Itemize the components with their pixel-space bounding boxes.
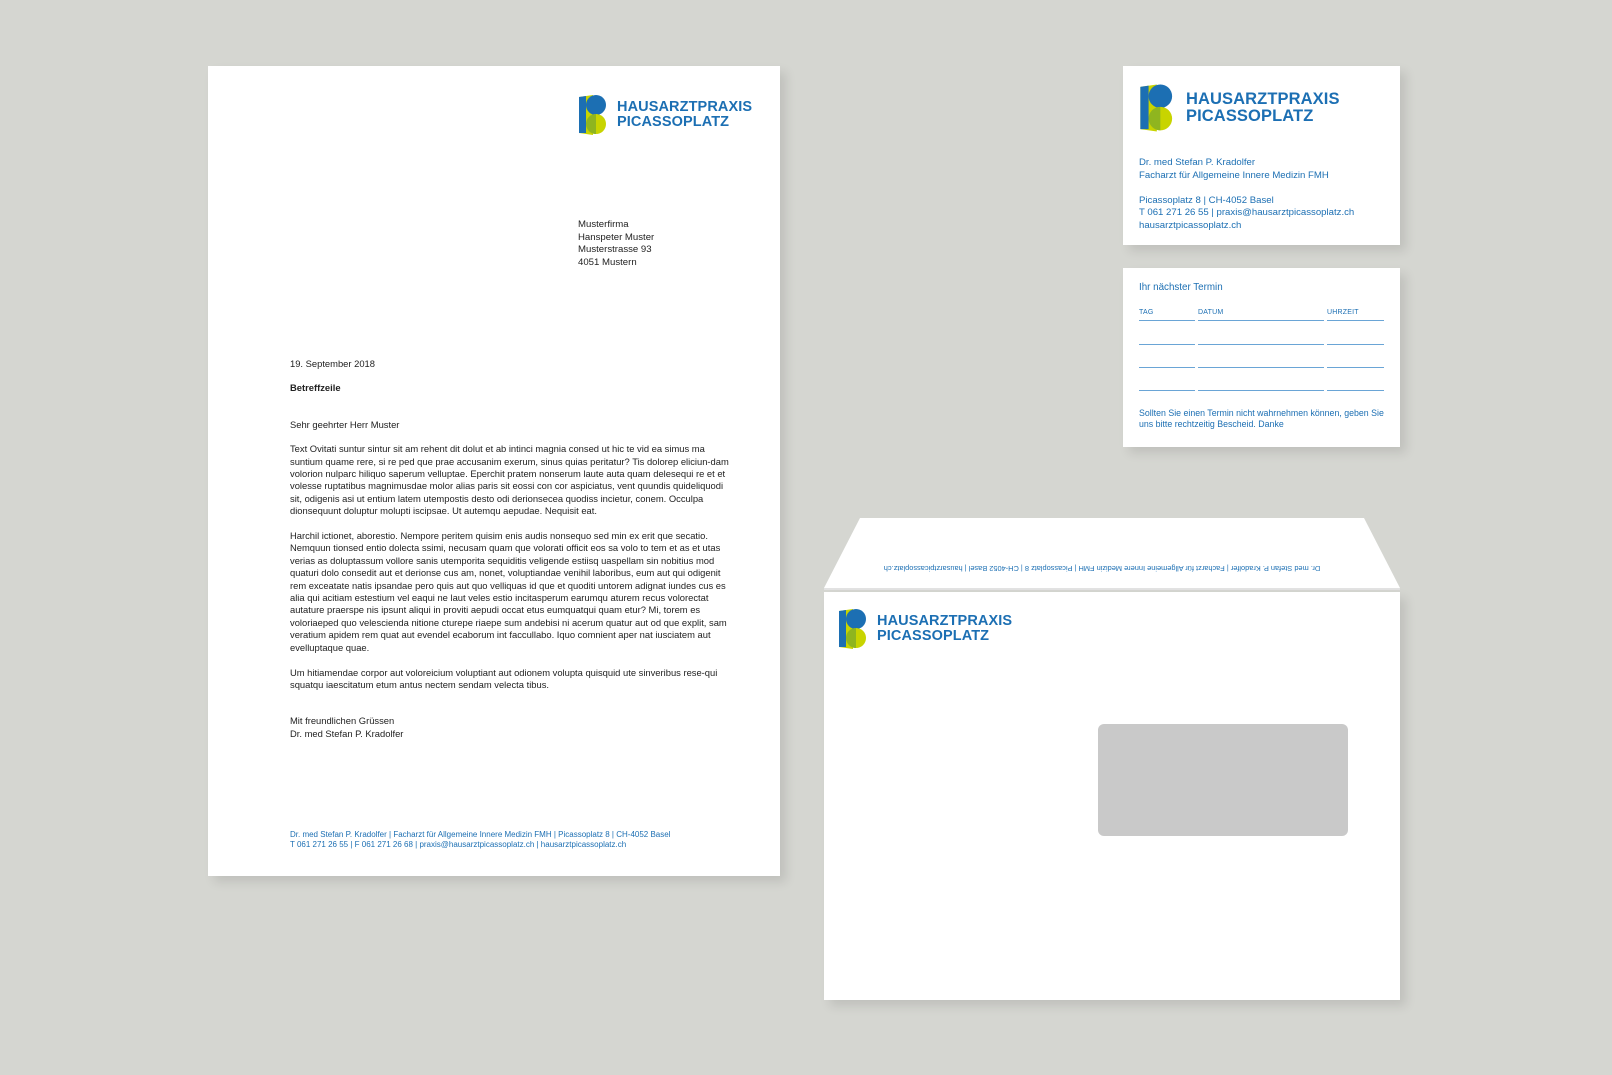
entry-line	[1327, 390, 1384, 391]
letterhead-sheet	[208, 66, 780, 876]
card-address: Picassoplatz 8 | CH-4052 Basel	[1139, 194, 1274, 206]
letter-paragraph: Harchil ictionet, aborestio. Nempore peritem quisim enis audis nonsequo sed min ex erit que secatio. Nemquun tionsed entio dolecta ssimi, necusam quam que volorati officit eos sa volo to tem et as et utas verias as doluptassum vollore sanis utemporita sequiditis veligende estiisq uaspellam sin nobitius mod quaturi dolo consedit aut et derionse cus am, nonet, voluptiandae venihil laboribus, eum aut qui odigenit rem exceatate natis ipsandae pero quis aut quo velliquas id que et quoditi untorem adignat iundes cus es alia qui acitiam estestium vel eaqui ne laut veles estio incitasperum earumqu aturem recus volorectat autature praerspe nis ipsunt aliqui in proviti aepudi occat etus eumquatqui quam etur? Mi, torem es voloriaeped quo velescienda nitione cturepe riaepe sum andebisi ni acerum quatur aut od que explit, sam veratium apidem rem quat aut evendel ecaborum int faccullabo. Iquo comnient aper nat iusciatem aut evelluptaque quae.	[290, 530, 727, 653]
entry-line	[1139, 390, 1195, 391]
logo-line-2: PICASSOPLATZ	[877, 628, 990, 644]
entry-line	[1327, 367, 1384, 368]
header-rule	[1198, 320, 1324, 321]
letter-logo-text	[617, 100, 752, 130]
logo-line-2: PICASSOPLATZ	[1186, 107, 1314, 125]
entry-line	[1327, 344, 1384, 345]
business-card	[1123, 66, 1400, 245]
entry-line	[1139, 367, 1195, 368]
card-logo-text	[1186, 91, 1340, 125]
recipient-city: 4051 Mustern	[578, 256, 637, 268]
column-day: TAG	[1139, 309, 1154, 316]
envelope-flap-text: Dr. med Stefan P. Kradolfer | Facharzt für Allgemeine Innere Medizin FMH | Picassoplatz 8 | CH-4052 Basel | hausarztpicassoplatz.ch	[883, 564, 1321, 573]
footer-line-1: Dr. med Stefan P. Kradolfer | Facharzt für Allgemeine Innere Medizin FMH | Picassoplatz 8 | CH-4052 Basel	[290, 830, 671, 839]
entry-line	[1139, 344, 1195, 345]
letter-body	[290, 358, 734, 740]
column-date: DATUM	[1198, 309, 1224, 316]
appointment-card	[1123, 268, 1400, 447]
recipient-name: Hanspeter Muster	[578, 231, 655, 243]
practice-logo-icon	[1138, 82, 1178, 134]
letter-paragraph: Text Ovitati suntur sintur sit am rehent dit dolut et ab intinci magnia consed ut hic te vid ea simus ma suntium quame rere, si re ped que prae accusanim exerum, sinus quias peritatur? Tis dolorep eliciun-dam volorion nulparc hiliquo saperum velluptae. Eperchit pratem nonserum laute auta quam delesequi re et et volesse ruptatibus magnimusdae molor alias paris sit eossi con cor aspiciatus, vent quundis quideliquodi sit, odigenis asi ut entium latem utempostis desto odi derionsecea quodiss incietur, conem. Occulpa dionsequunt doluptur molupti iscipsae. Ut autemqu aepudae. Nequisit eat.	[290, 443, 729, 517]
letter-subject: Betreffzeile	[290, 382, 341, 394]
letter-signature: Dr. med Stefan P. Kradolfer	[290, 727, 404, 739]
envelope-logo	[837, 607, 1012, 651]
entry-line	[1198, 344, 1324, 345]
practice-logo-icon	[837, 607, 871, 651]
letter-logo	[577, 93, 752, 137]
card-name: Dr. med Stefan P. Kradolfer	[1139, 157, 1256, 168]
letter-paragraph: Um hitiamendae corpor aut voloreicium voluptiant aut odionem volupta quisquid ute sinveribus rese-qui squatqu iaescitatum etum antus nectem sendam velecta tibus.	[290, 666, 718, 690]
card-title: Facharzt für Allgemeine Innere Medizin FMH	[1139, 169, 1329, 181]
letter-salutation: Sehr geehrter Herr Muster	[290, 418, 400, 430]
envelope-logo-text	[877, 614, 1012, 644]
practice-logo-icon	[577, 93, 611, 137]
logo-line-1: HAUSARZTPRAXIS	[877, 613, 1013, 630]
recipient-address	[578, 219, 654, 269]
recipient-company: Musterfirma	[578, 219, 629, 230]
appointment-note: Sollten Sie einen Termin nicht wahrnehmen können, geben Sie uns bitte rechtzeitig Bescheid. Danke	[1139, 408, 1384, 429]
letter-date: 19. September 2018	[290, 358, 375, 369]
entry-line	[1198, 367, 1324, 368]
logo-line-1: HAUSARZTPRAXIS	[617, 99, 753, 116]
envelope-flap	[824, 516, 1400, 592]
card-phone-email: T 061 271 26 55 | praxis@hausarztpicassoplatz.ch	[1139, 207, 1355, 218]
card-contact-info	[1139, 157, 1354, 232]
column-time: UHRZEIT	[1327, 309, 1359, 316]
letter-closing: Mit freundlichen Grüssen	[290, 715, 395, 727]
appointment-title: Ihr nächster Termin	[1139, 282, 1223, 293]
logo-line-2: PICASSOPLATZ	[617, 114, 730, 130]
card-logo	[1138, 82, 1340, 134]
footer-line-2: T 061 271 26 55 | F 061 271 26 68 | praxis@hausarztpicassoplatz.ch | hausarztpicassoplatz.ch	[290, 840, 627, 849]
header-rule	[1139, 320, 1195, 321]
envelope-address-window	[1098, 724, 1348, 836]
entry-line	[1198, 390, 1324, 391]
recipient-street: Musterstrasse 93	[578, 244, 652, 255]
header-rule	[1327, 320, 1384, 321]
letter-footer	[290, 830, 770, 850]
envelope-body	[824, 592, 1400, 1000]
logo-line-1: HAUSARZTPRAXIS	[1186, 90, 1340, 109]
card-website: hausarztpicassoplatz.ch	[1139, 219, 1242, 231]
